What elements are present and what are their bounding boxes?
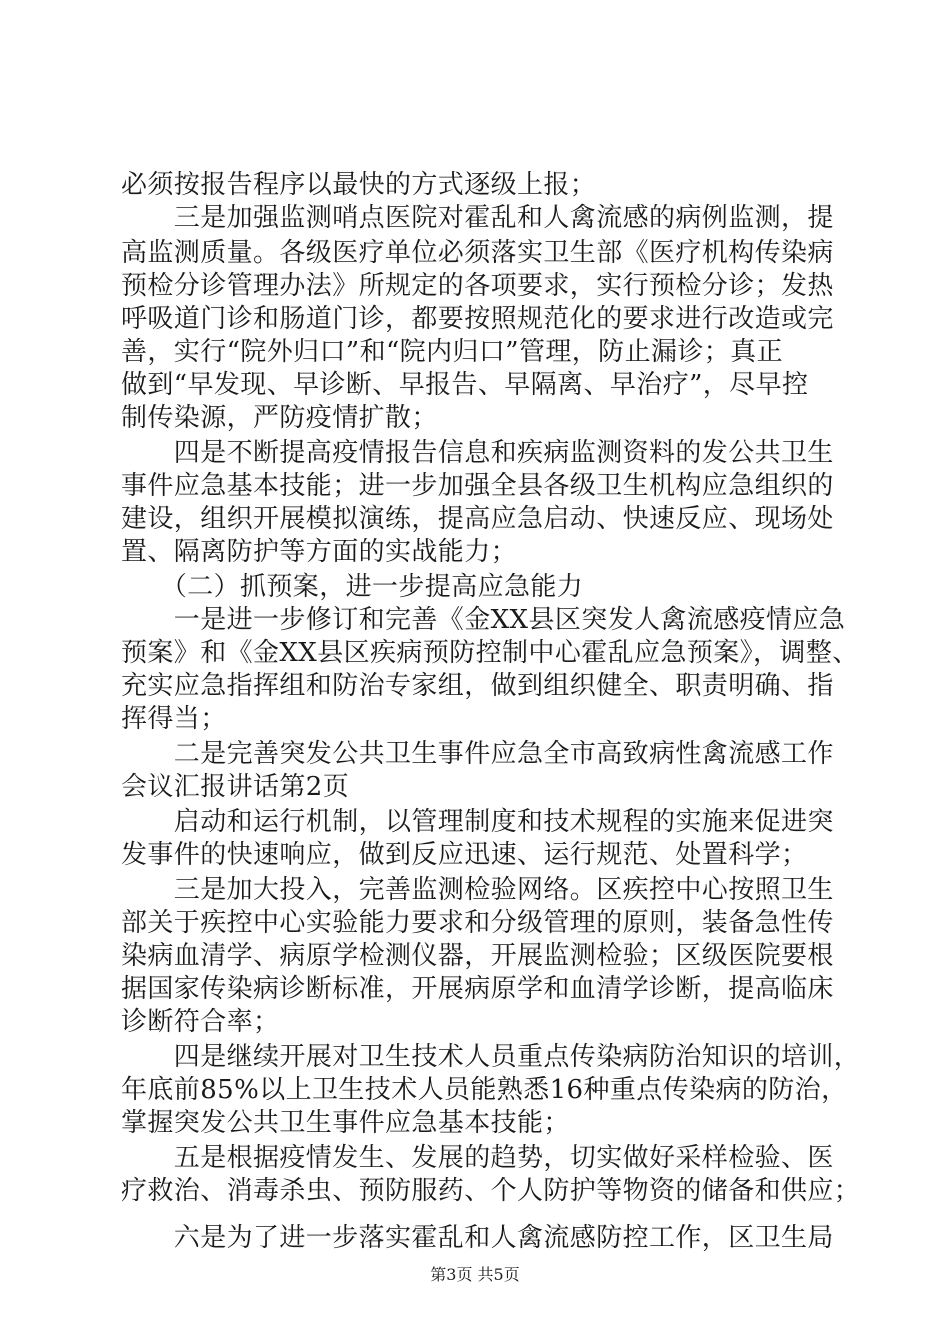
text-line: 呼吸道门诊和肠道门诊，都要按照规范化的要求进行改造或完: [121, 304, 834, 334]
text-line: 五是根据疫情发生、发展的趋势，切实做好采样检验、医: [121, 1143, 834, 1173]
text-line: 必须按报告程序以最快的方式逐级上报；: [121, 170, 597, 200]
text-line: 二是完善突发公共卫生事件应急全市高致病性禽流感工作: [121, 739, 834, 769]
text-line: 三是加大投入，完善监测检验网络。区疾控中心按照卫生: [121, 875, 834, 905]
text-line: 疗救治、消毒杀虫、预防服药、个人防护等物资的储备和供应；: [121, 1176, 861, 1206]
text-line: 会议汇报讲话第2页: [121, 772, 350, 802]
text-line: 充实应急指挥组和防治专家组，做到组织健全、职责明确、指: [121, 671, 834, 701]
text-line: 善，实行“院外归口”和“院内归口”管理，防止漏诊；真正: [121, 337, 783, 367]
text-line: 三是加强监测哨点医院对霍乱和人禽流感的病例监测，提: [121, 203, 834, 233]
text-line: 四是继续开展对卫生技术人员重点传染病防治知识的培训，: [121, 1042, 861, 1072]
text-line: 部关于疾控中心实验能力要求和分级管理的原则，装备急性传: [121, 908, 834, 938]
text-line: 年底前85%以上卫生技术人员能熟悉16种重点传染病的防治，: [121, 1075, 848, 1105]
page-footer: 第3页 共5页: [430, 1265, 520, 1284]
text-line: 建设，组织开展模拟演练，提高应急启动、快速反应、现场处: [121, 504, 834, 534]
text-line: 事件应急基本技能；进一步加强全县各级卫生机构应急组织的: [121, 471, 834, 501]
text-line: 启动和运行机制，以管理制度和技术规程的实施来促进突: [121, 807, 834, 837]
text-line: 预检分诊管理办法》所规定的各项要求，实行预检分诊；发热: [121, 271, 834, 301]
text-line: （二）抓预案，进一步提高应急能力: [121, 572, 584, 602]
text-line: 掌握突发公共卫生事件应急基本技能；: [121, 1108, 570, 1138]
text-line: 诊断符合率；: [121, 1007, 280, 1037]
text-line: 高监测质量。各级医疗单位必须落实卫生部《医疗机构传染病: [121, 238, 834, 268]
text-line: 发事件的快速响应，做到反应迅速、运行规范、处置科学；: [121, 840, 808, 870]
text-line: 挥得当；: [121, 704, 227, 734]
text-line: 制传染源，严防疫情扩散；: [121, 403, 438, 433]
text-line: 四是不断提高疫情报告信息和疾病监测资料的发公共卫生: [121, 438, 834, 468]
text-line: 染病血清学、病原学检测仪器，开展监测检验；区级医院要根: [121, 941, 834, 971]
text-line: 六是为了进一步落实霍乱和人禽流感防控工作，区卫生局: [121, 1223, 834, 1253]
text-line: 一是进一步修订和完善《金XX县区突发人禽流感疫情应急: [121, 605, 846, 635]
text-line: 预案》和《金XX县区疾病预防控制中心霍乱应急预案》，调整、: [121, 638, 859, 668]
text-line: 置、隔离防护等方面的实战能力；: [121, 537, 518, 567]
text-line: 据国家传染病诊断标准，开展病原学和血清学诊断，提高临床: [121, 974, 834, 1004]
text-line: 做到“早发现、早诊断、早报告、早隔离、早治疗”，尽早控: [121, 370, 809, 400]
